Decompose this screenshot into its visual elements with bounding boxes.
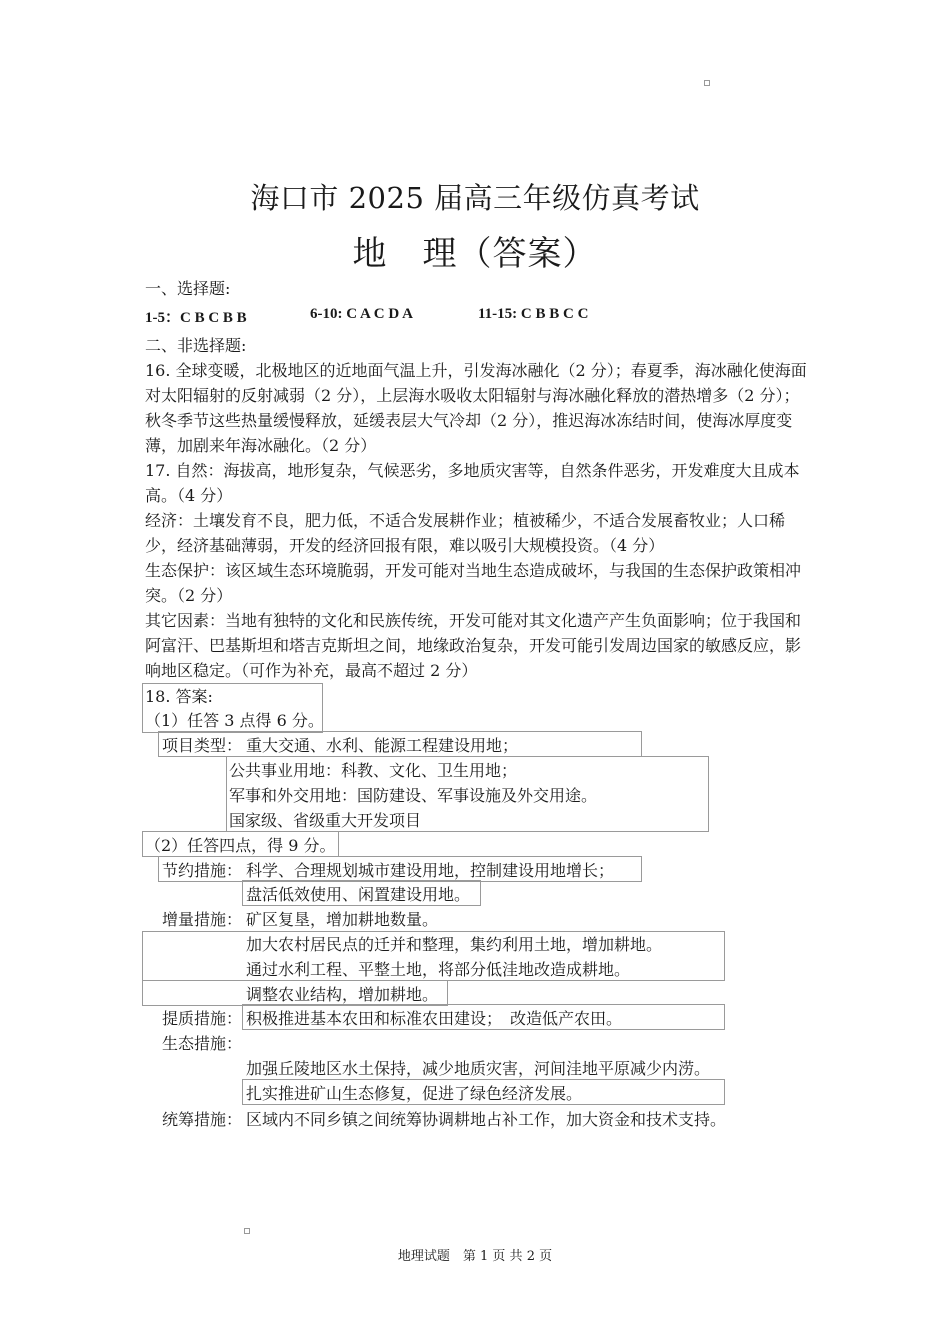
increase-item: 调整农业结构，增加耕地。: [246, 985, 439, 1004]
q18-part1: （1）任答 3 点得 6 分。: [145, 711, 324, 730]
save-label: 节约措施：: [162, 861, 243, 880]
quality-label: 提质措施：: [162, 1009, 243, 1028]
answer-range: 1-5：: [145, 310, 180, 326]
section1-heading: 一、选择题:: [145, 279, 231, 298]
increase-label: 增量措施：: [162, 910, 243, 929]
page-mark-top: [704, 80, 710, 86]
eco-item: 扎实推进矿山生态修复，促进了绿色经济发展。: [246, 1084, 583, 1103]
increase-item: 通过水利工程、平整土地，将部分低洼地改造成耕地。: [246, 960, 631, 979]
exam-title: 海口市 2025 届高三年级仿真考试: [250, 181, 700, 215]
q17-other: 其它因素：当地有独特的文化和民族传统，开发可能对其文化遗产产生负面影响；位于我国和阿富汗、巴基斯坦和塔吉克斯坦之间，地缘政治复杂，开发可能引发周边国家的敏感反应，影响地区稳定。（可作为补充，最高不超过 2 分）: [145, 611, 802, 680]
q18-heading: 18. 答案:: [145, 687, 213, 706]
q16-answer: 16. 全球变暖，北极地区的近地面气温上升，引发海冰融化（2 分）；春夏季，海冰融化使海面对太阳辐射的反射减弱（2 分），上层海水吸收太阳辐射与海冰融化释放的潜热增多（2 分）；秋冬季节这些热量缓慢释放，延缓表层大气冷却（2 分），推迟海冰冻结时间，使海冰厚度变薄，加剧来年海冰融化。（2 分）: [145, 361, 807, 455]
answer-range: 11-15:: [478, 306, 521, 322]
project-type-label: 项目类型：: [162, 736, 243, 755]
save-item: 盘活低效使用、闲置建设用地。: [246, 885, 471, 904]
quality-item: 积极推进基本农田和标准农田建设； 改造低产农田。: [246, 1009, 623, 1028]
save-item: 科学、合理规划城市建设用地，控制建设用地增长；: [246, 861, 615, 880]
answer-values: C B C B B: [180, 310, 247, 326]
project-item: 公共事业用地：科教、文化、卫生用地；: [229, 761, 518, 780]
answer-group-1: [145, 306, 247, 327]
coord-label: 统筹措施：: [162, 1110, 243, 1129]
answer-values: C A C D A: [346, 306, 413, 322]
increase-item: 矿区复垦，增加耕地数量。: [246, 910, 439, 929]
answer-group-3: [478, 306, 588, 323]
q18-part2: （2）任答四点，得 9 分。: [145, 836, 336, 855]
section2-heading: 二、非选择题:: [145, 336, 247, 355]
project-item: 国家级、省级重大开发项目: [229, 811, 422, 830]
answer-range: 6-10:: [310, 306, 347, 322]
subject-title: 地 理（答案）: [352, 234, 598, 274]
eco-item: 加强丘陵地区水土保持，减少地质灾害，河间洼地平原减少内涝。: [246, 1059, 711, 1078]
q17-nature: 17. 自然：海拔高，地形复杂，气候恶劣，多地质灾害等，自然条件恶劣，开发难度大且成本高。（4 分）: [145, 461, 800, 505]
eco-label: 生态措施：: [162, 1034, 243, 1053]
increase-item: 加大农村居民点的迁并和整理，集约利用土地，增加耕地。: [246, 935, 663, 954]
answer-group-2: [310, 306, 413, 323]
q17-ecology: 生态保护：该区域生态环境脆弱，开发可能对当地生态造成破坏，与我国的生态保护政策相冲突。（2 分）: [145, 561, 802, 605]
project-item: 军事和外交用地：国防建设、军事设施及外交用途。: [229, 786, 598, 805]
answer-values: C B B C C: [520, 306, 589, 322]
page-footer: 地理试题 第 1 页 共 2 页: [397, 1249, 553, 1264]
coord-item: 区域内不同乡镇之间统筹协调耕地占补工作，加大资金和技术支持。: [246, 1110, 727, 1129]
project-item: 重大交通、水利、能源工程建设用地；: [246, 736, 519, 755]
page-mark-bottom: [244, 1228, 250, 1234]
q17-economy: 经济：土壤发育不良，肥力低，不适合发展耕作业；植被稀少，不适合发展畜牧业；人口稀少，经济基础薄弱，开发的经济回报有限，难以吸引大规模投资。（4 分）: [145, 511, 786, 555]
